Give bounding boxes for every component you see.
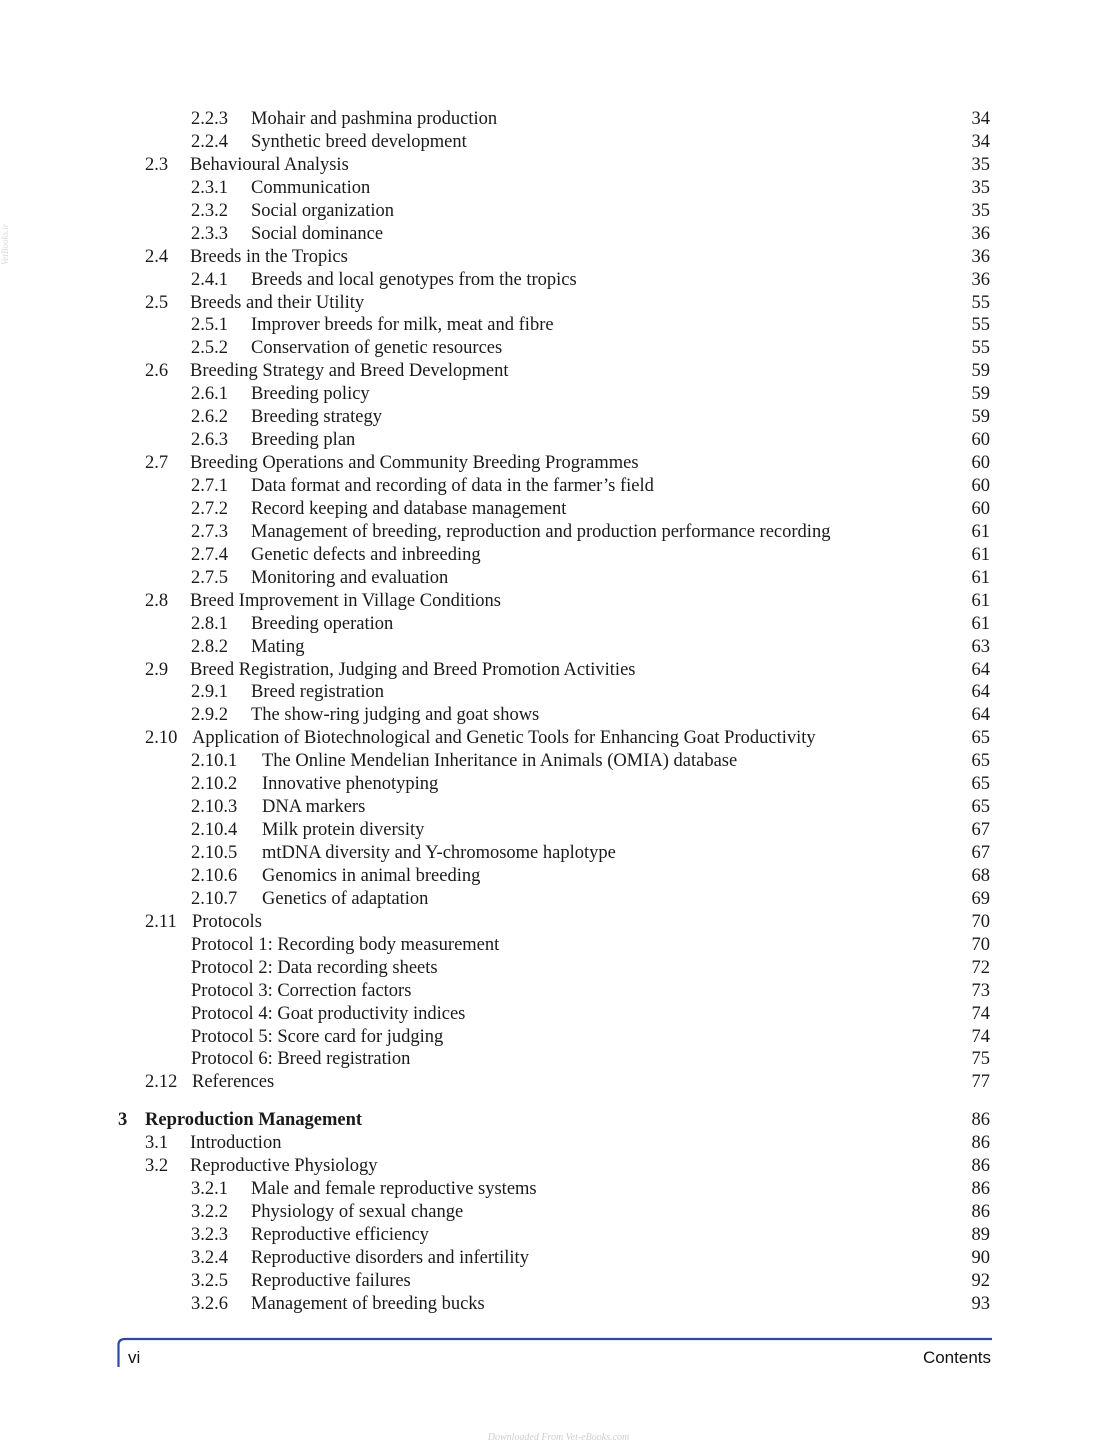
- toc-entry-number: 2.6.3: [191, 430, 228, 451]
- toc-entry[interactable]: [0, 819, 1117, 842]
- toc-entry-page: 86: [971, 1202, 990, 1223]
- toc-entry-page: 59: [971, 361, 990, 382]
- toc-entry-title: Breeding Strategy and Breed Development: [190, 361, 509, 382]
- toc-entry-page: 59: [971, 407, 990, 428]
- toc-entry-number: 2.8: [145, 590, 169, 611]
- toc-entry-number: 2.2.3: [191, 109, 228, 129]
- toc-entry-title: Breeds and local genotypes from the tropics: [251, 269, 577, 290]
- toc-entry-number: 2.6: [145, 361, 169, 382]
- toc-entry[interactable]: [0, 865, 1117, 888]
- toc-entry-number: 2.3: [145, 154, 169, 175]
- bottom-watermark: Downloaded From Vet-eBooks.com: [487, 1432, 630, 1443]
- toc-entry-page: 55: [971, 292, 990, 313]
- toc-entry-page: 86: [971, 1133, 990, 1154]
- toc-entry-page: 35: [971, 177, 990, 198]
- toc-entry-number: 2.7.1: [191, 476, 228, 496]
- toc-entry-number: 2.10.7: [191, 888, 238, 909]
- toc-entry-page: 70: [971, 934, 990, 955]
- toc-entry-page: 86: [971, 1156, 990, 1177]
- toc-entry[interactable]: [0, 842, 1117, 865]
- toc-entry-title: Breed Improvement in Village Conditions: [190, 590, 501, 611]
- toc-entry[interactable]: [0, 1048, 1117, 1071]
- toc-entry[interactable]: [0, 1003, 1117, 1026]
- toc-entry-page: 86: [971, 1110, 990, 1131]
- toc-entry-title: Breeding Operations and Community Breeding Programmes: [190, 453, 639, 474]
- toc-entry-number: 2.9.1: [191, 682, 228, 703]
- toc-entry-number: 2.5.1: [191, 315, 228, 336]
- toc-entry[interactable]: [0, 1224, 1117, 1247]
- toc-entry-page: 65: [971, 751, 990, 772]
- toc-entry-number: 2.9.2: [191, 705, 228, 726]
- toc-entry-title: Protocol 5: Score card for judging: [191, 1026, 444, 1047]
- toc-entry[interactable]: [0, 1026, 1117, 1049]
- toc-entry-number: 2.10: [145, 728, 178, 749]
- toc-entry-page: 55: [971, 315, 990, 336]
- toc-entry-page: 55: [971, 338, 990, 359]
- toc-entry[interactable]: [0, 475, 1117, 498]
- toc-entry-title: Management of breeding, reproduction and production performance recording: [251, 521, 831, 542]
- toc-entry-title: Reproductive failures: [251, 1270, 411, 1291]
- toc-entry-number: 2.7.3: [191, 521, 228, 542]
- toc-entry[interactable]: [0, 200, 1117, 223]
- table-of-contents: [0, 108, 1117, 1316]
- toc-entry[interactable]: [0, 108, 1117, 131]
- toc-entry-page: 36: [971, 269, 990, 290]
- toc-chapter-entry[interactable]: [0, 1109, 1117, 1132]
- toc-entry-title: Introduction: [190, 1133, 282, 1154]
- toc-entry-number: 2.4: [145, 246, 169, 267]
- toc-entry[interactable]: [0, 383, 1117, 406]
- toc-entry-title: Breeds in the Tropics: [190, 246, 348, 267]
- toc-entry-title: Protocol 6: Breed registration: [191, 1049, 411, 1070]
- toc-entry-title: Breed registration: [251, 682, 385, 703]
- toc-entry-page: 67: [971, 843, 990, 863]
- toc-entry[interactable]: [0, 980, 1117, 1003]
- toc-entry-title: Behavioural Analysis: [190, 154, 349, 175]
- toc-entry-number: 2.7.2: [191, 498, 228, 519]
- toc-entry-number: 2.5: [145, 292, 169, 313]
- toc-entry-title: DNA markers: [262, 797, 366, 818]
- toc-entry[interactable]: [0, 750, 1117, 773]
- toc-entry-page: 75: [971, 1049, 990, 1070]
- toc-entry-title: Record keeping and database management: [251, 498, 567, 519]
- toc-entry-title: Protocol 3: Correction factors: [191, 980, 412, 1001]
- toc-entry[interactable]: [0, 957, 1117, 980]
- toc-entry-number: 2.7.4: [191, 544, 228, 565]
- toc-entry-page: 67: [971, 820, 990, 841]
- toc-entry-number: 2.10.5: [191, 843, 238, 863]
- toc-entry-title: Social dominance: [251, 223, 384, 244]
- toc-entry-page: 65: [971, 797, 990, 818]
- toc-entry-number: 3: [118, 1110, 128, 1131]
- toc-entry-page: 65: [971, 728, 990, 749]
- toc-entry[interactable]: [0, 337, 1117, 360]
- toc-entry[interactable]: [0, 452, 1117, 475]
- toc-entry-number: 2.6.1: [191, 384, 228, 405]
- toc-entry-page: 89: [971, 1225, 990, 1245]
- toc-entry-page: 77: [971, 1072, 990, 1093]
- toc-entry-title: The Online Mendelian Inheritance in Animals (OMIA) database: [262, 751, 738, 772]
- toc-entry[interactable]: [0, 567, 1117, 590]
- toc-entry-page: 36: [971, 223, 990, 244]
- toc-entry-page: 60: [971, 498, 990, 519]
- toc-entry-page: 74: [971, 1026, 990, 1047]
- toc-entry-title: Breeding strategy: [251, 407, 382, 428]
- toc-entry-title: Monitoring and evaluation: [251, 567, 449, 588]
- toc-entry[interactable]: [0, 659, 1117, 682]
- toc-entry-number: 2.3.2: [191, 200, 228, 221]
- toc-entry-title: Milk protein diversity: [262, 820, 425, 841]
- toc-entry-page: 74: [971, 1003, 990, 1024]
- toc-entry-title: Protocols: [192, 911, 262, 932]
- footer-rule-line: [119, 1339, 993, 1367]
- footer-rule: [117, 1337, 992, 1367]
- toc-entry[interactable]: [0, 727, 1117, 750]
- toc-entry[interactable]: [0, 246, 1117, 269]
- toc-entry[interactable]: [0, 1155, 1117, 1178]
- toc-entry-title: Breeding plan: [251, 430, 356, 451]
- toc-entry[interactable]: [0, 934, 1117, 957]
- toc-entry-title: Protocol 1: Recording body measurement: [191, 934, 500, 955]
- toc-entry-title: Reproductive disorders and infertility: [251, 1247, 529, 1268]
- toc-entry-number: 3.2.2: [191, 1202, 228, 1223]
- toc-entry-title: Data format and recording of data in the farmer’s field: [251, 476, 654, 496]
- toc-entry-title: Application of Biotechnological and Genetic Tools for Enhancing Goat Productivity: [192, 728, 816, 749]
- toc-entry-number: 3.2.4: [191, 1247, 228, 1268]
- toc-entry-title: mtDNA diversity and Y-chromosome haplotype: [262, 843, 616, 863]
- toc-entry-title: Protocol 2: Data recording sheets: [191, 957, 438, 978]
- toc-entry-title: Social organization: [251, 200, 394, 221]
- toc-entry-number: 2.8.1: [191, 613, 228, 634]
- toc-entry-number: 2.8.2: [191, 636, 228, 657]
- toc-entry-page: 34: [971, 131, 990, 152]
- toc-entry-page: 60: [971, 476, 990, 496]
- toc-entry-page: 35: [971, 154, 990, 175]
- toc-entry-page: 35: [971, 200, 990, 221]
- toc-entry[interactable]: [0, 521, 1117, 544]
- toc-entry-title: Reproductive efficiency: [251, 1225, 429, 1245]
- toc-entry-page: 64: [971, 682, 990, 703]
- toc-entry-number: 2.7: [145, 453, 169, 474]
- toc-entry-page: 61: [971, 613, 990, 634]
- toc-entry-title: Breeding policy: [251, 384, 370, 405]
- toc-entry[interactable]: [0, 1132, 1117, 1155]
- footer-page-number: vi: [128, 1348, 141, 1367]
- toc-entry-number: 2.3.3: [191, 223, 228, 244]
- toc-entry-page: 92: [971, 1270, 990, 1291]
- toc-entry[interactable]: [0, 1293, 1117, 1316]
- toc-entry-number: 2.10.3: [191, 797, 238, 818]
- toc-entry-title: Mating: [251, 636, 305, 657]
- toc-entry[interactable]: [0, 314, 1117, 337]
- toc-entry-page: 65: [971, 774, 990, 795]
- toc-entry-title: References: [192, 1072, 275, 1093]
- toc-entry-title: Breeds and their Utility: [190, 292, 365, 313]
- toc-entry[interactable]: [0, 269, 1117, 292]
- toc-entry-number: 2.2.4: [191, 131, 228, 152]
- toc-entry[interactable]: [0, 590, 1117, 613]
- toc-entry-number: 3.1: [145, 1133, 169, 1154]
- toc-entry[interactable]: [0, 406, 1117, 429]
- toc-entry-number: 2.11: [145, 911, 177, 932]
- toc-entry-number: 2.10.6: [191, 865, 238, 886]
- toc-entry-number: 3.2: [145, 1156, 169, 1177]
- toc-entry-page: 93: [971, 1293, 990, 1314]
- toc-entry-title: Management of breeding bucks: [251, 1293, 485, 1314]
- toc-entry-number: 2.10.4: [191, 820, 238, 841]
- toc-entry-title: Conservation of genetic resources: [251, 338, 503, 359]
- toc-entry[interactable]: [0, 773, 1117, 796]
- toc-entry[interactable]: [0, 888, 1117, 911]
- toc-entry-page: 61: [971, 567, 990, 588]
- toc-entry-page: 61: [971, 590, 990, 611]
- toc-entry-title: Breeding operation: [251, 613, 394, 634]
- toc-entry[interactable]: [0, 498, 1117, 521]
- toc-entry-title: Improver breeds for milk, meat and fibre: [251, 315, 554, 336]
- toc-entry-number: 2.3.1: [191, 177, 228, 198]
- toc-entry-number: 3.2.6: [191, 1293, 228, 1314]
- toc-entry[interactable]: [0, 154, 1117, 177]
- toc-entry-title: The show-ring judging and goat shows: [251, 705, 540, 726]
- toc-entry-page: 64: [971, 705, 990, 726]
- toc-entry-title: Communication: [251, 177, 371, 198]
- toc-entry-number: 2.10.1: [191, 751, 238, 772]
- toc-entry[interactable]: [0, 1201, 1117, 1224]
- toc-entry-page: 69: [971, 888, 990, 909]
- toc-entry[interactable]: [0, 911, 1117, 934]
- toc-entry[interactable]: [0, 1178, 1117, 1201]
- toc-entry-title: Reproduction Management: [145, 1110, 363, 1131]
- toc-entry-title: Mohair and pashmina production: [251, 109, 498, 129]
- toc-entry-page: 64: [971, 659, 990, 680]
- toc-entry[interactable]: [0, 223, 1117, 246]
- toc-entry-number: 3.2.3: [191, 1225, 228, 1245]
- toc-entry[interactable]: [0, 704, 1117, 727]
- toc-entry-page: 86: [971, 1179, 990, 1200]
- toc-entry-number: 2.12: [145, 1072, 178, 1093]
- toc-entry[interactable]: [0, 177, 1117, 200]
- toc-entry-number: 3.2.5: [191, 1270, 228, 1291]
- toc-entry-page: 72: [971, 957, 990, 978]
- toc-entry-page: 60: [971, 430, 990, 451]
- toc-entry-number: 3.2.1: [191, 1179, 228, 1200]
- toc-entry[interactable]: [0, 1247, 1117, 1270]
- toc-entry-number: 2.5.2: [191, 338, 228, 359]
- toc-entry-page: 90: [971, 1247, 990, 1268]
- toc-entry[interactable]: [0, 131, 1117, 154]
- toc-entry-page: 59: [971, 384, 990, 405]
- toc-entry[interactable]: [0, 429, 1117, 452]
- toc-entry-page: 34: [971, 109, 990, 129]
- toc-entry-number: 2.4.1: [191, 269, 228, 290]
- toc-entry-title: Reproductive Physiology: [190, 1156, 378, 1177]
- toc-entry-title: Innovative phenotyping: [262, 774, 439, 795]
- toc-entry-page: 73: [971, 980, 990, 1001]
- toc-entry-page: 61: [971, 521, 990, 542]
- footer-running-title: Contents: [922, 1348, 991, 1367]
- toc-entry-title: Genetics of adaptation: [262, 888, 429, 909]
- side-watermark: VetBooks.ir: [0, 223, 10, 265]
- toc-entry[interactable]: [0, 681, 1117, 704]
- toc-entry-title: Breed Registration, Judging and Breed Promotion Activities: [190, 659, 636, 680]
- toc-entry[interactable]: [0, 1071, 1117, 1094]
- toc-entry-page: 63: [971, 636, 990, 657]
- toc-entry-title: Physiology of sexual change: [251, 1202, 464, 1223]
- toc-entry-page: 60: [971, 453, 990, 474]
- toc-entry[interactable]: [0, 636, 1117, 659]
- toc-entry[interactable]: [0, 544, 1117, 567]
- toc-entry-number: 2.6.2: [191, 407, 228, 428]
- toc-entry-title: Protocol 4: Goat productivity indices: [191, 1003, 466, 1024]
- toc-entry-title: Male and female reproductive systems: [251, 1179, 537, 1200]
- toc-entry[interactable]: [0, 796, 1117, 819]
- toc-entry-number: 2.9: [145, 659, 169, 680]
- toc-entry[interactable]: [0, 613, 1117, 636]
- toc-entry-number: 2.10.2: [191, 774, 238, 795]
- toc-entry-title: Genomics in animal breeding: [262, 865, 481, 886]
- toc-entry-page: 61: [971, 544, 990, 565]
- toc-entry[interactable]: [0, 292, 1117, 315]
- toc-entry-page: 36: [971, 246, 990, 267]
- toc-entry-title: Genetic defects and inbreeding: [251, 544, 481, 565]
- toc-entry[interactable]: [0, 360, 1117, 383]
- toc-entry-page: 68: [971, 865, 990, 886]
- toc-entry-title: Synthetic breed development: [251, 131, 467, 152]
- toc-entry-number: 2.7.5: [191, 567, 228, 588]
- toc-entry-page: 70: [971, 911, 990, 932]
- toc-entry[interactable]: [0, 1270, 1117, 1293]
